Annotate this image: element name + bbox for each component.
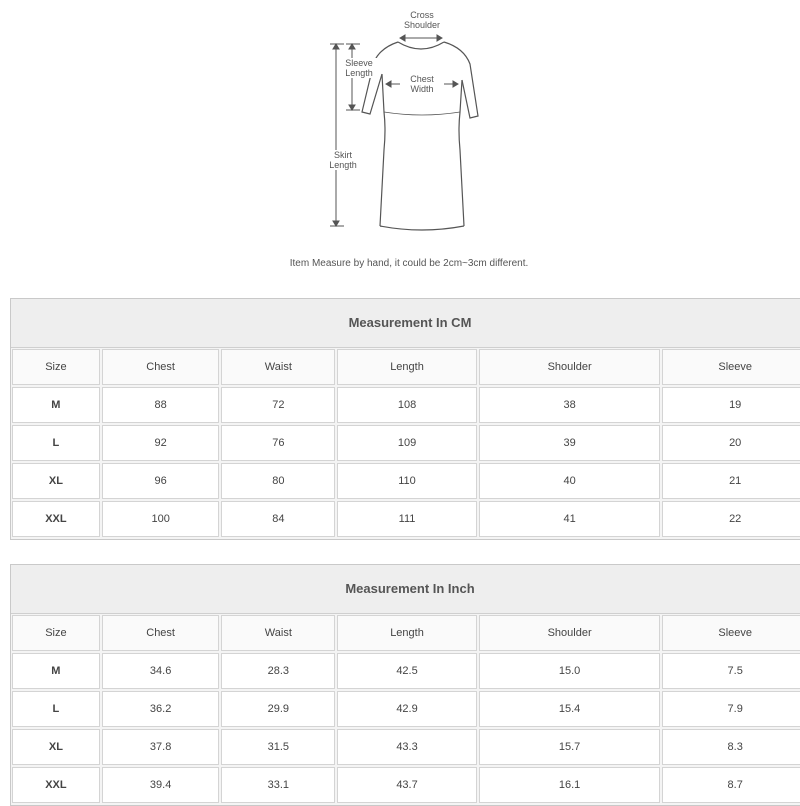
header-length: Length xyxy=(337,615,477,651)
waist-cell: 84 xyxy=(221,501,335,537)
chest-cell: 92 xyxy=(102,425,220,461)
shoulder-cell: 16.1 xyxy=(479,767,661,803)
header-shoulder: Shoulder xyxy=(479,615,661,651)
header-waist: Waist xyxy=(221,615,335,651)
shoulder-cell: 15.7 xyxy=(479,729,661,765)
header-size: Size xyxy=(12,349,100,385)
header-sleeve: Sleeve xyxy=(662,349,800,385)
size-cell: L xyxy=(12,425,100,461)
sleeve-cell: 8.7 xyxy=(662,767,800,803)
header-chest: Chest xyxy=(102,349,220,385)
chest-cell: 39.4 xyxy=(102,767,220,803)
size-cell: XXL xyxy=(12,501,100,537)
waist-cell: 28.3 xyxy=(221,653,335,689)
length-cell: 42.9 xyxy=(337,691,477,727)
size-cell: L xyxy=(12,691,100,727)
table-row xyxy=(11,424,800,462)
waist-cell: 29.9 xyxy=(221,691,335,727)
sleeve-cell: 7.9 xyxy=(662,691,800,727)
waist-cell: 31.5 xyxy=(221,729,335,765)
length-cell: 108 xyxy=(337,387,477,423)
sleeve-cell: 8.3 xyxy=(662,729,800,765)
sleeve-cell: 20 xyxy=(662,425,800,461)
table-inch-title: Measurement In Inch xyxy=(11,565,800,614)
cross-shoulder-label: Cross Shoulder xyxy=(392,10,452,30)
table-row xyxy=(11,386,800,424)
header-chest: Chest xyxy=(102,615,220,651)
chest-cell: 100 xyxy=(102,501,220,537)
length-cell: 110 xyxy=(337,463,477,499)
chest-width-label: Chest Width xyxy=(400,74,444,94)
table-row xyxy=(11,766,800,804)
sleeve-cell: 7.5 xyxy=(662,653,800,689)
waist-cell: 76 xyxy=(221,425,335,461)
waist-cell: 80 xyxy=(221,463,335,499)
table-cm xyxy=(10,298,800,540)
chest-cell: 88 xyxy=(102,387,220,423)
table-row xyxy=(11,462,800,500)
chest-cell: 36.2 xyxy=(102,691,220,727)
header-waist: Waist xyxy=(221,349,335,385)
waist-cell: 33.1 xyxy=(221,767,335,803)
table-header-row xyxy=(11,348,800,386)
table-header-row xyxy=(11,614,800,652)
length-cell: 111 xyxy=(337,501,477,537)
size-cell: XL xyxy=(12,463,100,499)
dress-outline-drawing xyxy=(0,0,800,290)
sleeve-length-label: Sleeve Length xyxy=(340,58,378,78)
header-length: Length xyxy=(337,349,477,385)
size-cell: M xyxy=(12,387,100,423)
length-cell: 43.3 xyxy=(337,729,477,765)
sleeve-cell: 21 xyxy=(662,463,800,499)
shoulder-cell: 39 xyxy=(479,425,661,461)
chest-cell: 37.8 xyxy=(102,729,220,765)
shoulder-cell: 15.0 xyxy=(479,653,661,689)
header-size: Size xyxy=(12,615,100,651)
chest-cell: 34.6 xyxy=(102,653,220,689)
table-inch xyxy=(10,564,800,806)
waist-cell: 72 xyxy=(221,387,335,423)
sleeve-cell: 22 xyxy=(662,501,800,537)
table-row xyxy=(11,728,800,766)
header-shoulder: Shoulder xyxy=(479,349,661,385)
measurement-note: Item Measure by hand, it could be 2cm~3cm different. xyxy=(289,258,529,269)
table-cm-title: Measurement In CM xyxy=(11,299,800,348)
shoulder-cell: 38 xyxy=(479,387,661,423)
skirt-length-label: Skirt Length xyxy=(324,150,362,170)
length-cell: 109 xyxy=(337,425,477,461)
length-cell: 42.5 xyxy=(337,653,477,689)
chest-cell: 96 xyxy=(102,463,220,499)
length-cell: 43.7 xyxy=(337,767,477,803)
table-row xyxy=(11,690,800,728)
size-cell: XL xyxy=(12,729,100,765)
table-row xyxy=(11,652,800,690)
size-cell: M xyxy=(12,653,100,689)
dress-measurement-diagram xyxy=(0,0,800,290)
size-cell: XXL xyxy=(12,767,100,803)
header-sleeve: Sleeve xyxy=(662,615,800,651)
shoulder-cell: 40 xyxy=(479,463,661,499)
sleeve-cell: 19 xyxy=(662,387,800,423)
shoulder-cell: 41 xyxy=(479,501,661,537)
shoulder-cell: 15.4 xyxy=(479,691,661,727)
table-row xyxy=(11,500,800,538)
